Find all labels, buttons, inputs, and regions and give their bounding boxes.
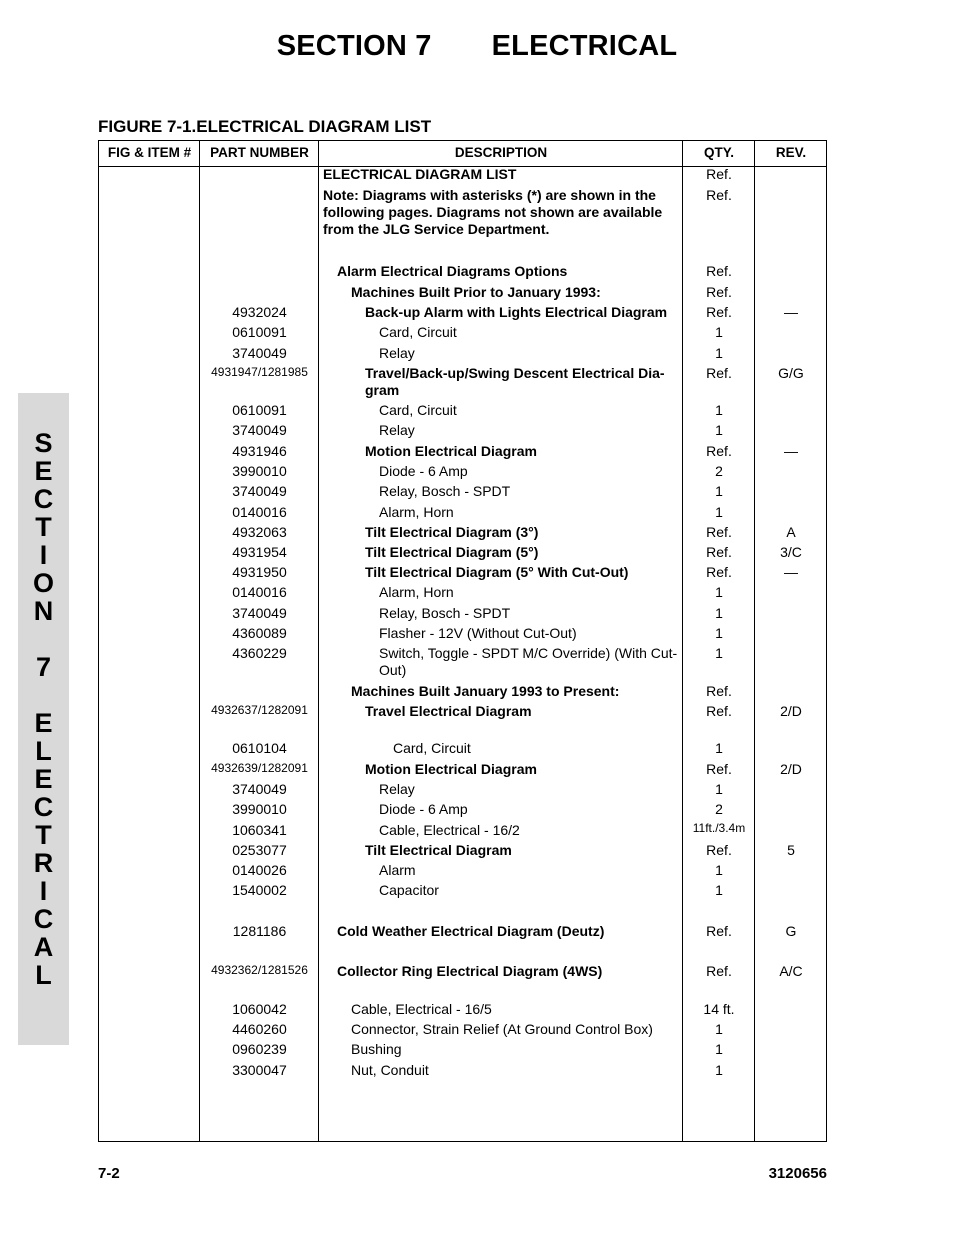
side-tab-letter: C bbox=[33, 904, 54, 934]
description-cell: Alarm, Horn bbox=[379, 584, 454, 600]
side-tab-letter: T bbox=[35, 820, 52, 850]
rev-cell: 2/D bbox=[780, 761, 802, 777]
qty-cell: 14 ft. bbox=[703, 1001, 735, 1017]
description-cell: Travel Electrical Diagram bbox=[365, 703, 532, 719]
qty-cell: Ref. bbox=[706, 284, 732, 300]
rev-cell: — bbox=[784, 564, 798, 580]
part-number-cell: 0960239 bbox=[232, 1041, 287, 1057]
part-number-cell: 4932063 bbox=[232, 524, 287, 540]
description-cell: Card, Circuit bbox=[379, 402, 457, 418]
description-cell: Note: Diagrams with asterisks (*) are shown in the following pages. Diagrams not shown are available from the JLG Service Department. bbox=[323, 187, 663, 237]
side-tab-letter: S bbox=[34, 428, 53, 458]
side-tab-letter: T bbox=[35, 512, 52, 542]
qty-cell: Ref. bbox=[706, 365, 732, 381]
part-number-cell: 0140016 bbox=[232, 504, 287, 520]
qty-cell: Ref. bbox=[706, 166, 732, 182]
side-tab-letter: E bbox=[34, 764, 53, 794]
header-part-number: PART NUMBER bbox=[210, 145, 309, 160]
description-cell: Collector Ring Electrical Diagram (4WS) bbox=[337, 963, 603, 979]
part-number-cell: 4932639/1282091 bbox=[211, 761, 308, 775]
description-cell: Tilt Electrical Diagram (5°) bbox=[365, 544, 539, 560]
side-tab-letter: O bbox=[32, 568, 54, 598]
rev-cell: G/G bbox=[778, 365, 804, 381]
qty-cell: 1 bbox=[715, 483, 723, 499]
rev-cell: 3/C bbox=[780, 544, 802, 560]
part-number-cell: 4932024 bbox=[232, 304, 287, 320]
qty-cell: Ref. bbox=[706, 544, 732, 560]
section-side-tab bbox=[18, 393, 69, 1045]
part-number-cell: 4360229 bbox=[232, 645, 287, 661]
section-title bbox=[0, 30, 954, 63]
rev-cell: A bbox=[786, 524, 796, 540]
part-number-cell: 3740049 bbox=[232, 605, 287, 621]
qty-cell: 1 bbox=[715, 324, 723, 340]
part-number-cell: 3300047 bbox=[232, 1062, 287, 1078]
description-cell: Back-up Alarm with Lights Electrical Diagram bbox=[365, 304, 668, 320]
description-cell: Travel/Back-up/Swing Descent Electrical Dia-gram bbox=[365, 365, 665, 398]
side-tab-letter: N bbox=[33, 596, 54, 626]
qty-cell: Ref. bbox=[706, 703, 732, 719]
header-description: DESCRIPTION bbox=[454, 145, 548, 160]
part-number-cell: 4460260 bbox=[232, 1021, 287, 1037]
part-number-cell: 1281186 bbox=[232, 923, 287, 939]
side-tab-letter: E bbox=[34, 708, 53, 738]
qty-cell: 1 bbox=[715, 584, 723, 600]
part-number-cell: 0610104 bbox=[232, 740, 287, 756]
part-number-cell: 4931946 bbox=[232, 443, 287, 459]
qty-cell: Ref. bbox=[706, 263, 732, 279]
part-number-cell: 4931950 bbox=[232, 564, 287, 580]
parts-table bbox=[98, 140, 827, 1142]
qty-cell: Ref. bbox=[706, 443, 732, 459]
qty-cell: Ref. bbox=[706, 963, 732, 979]
description-cell: Relay, Bosch - SPDT bbox=[379, 483, 511, 499]
qty-cell: Ref. bbox=[706, 564, 732, 580]
qty-cell: 1 bbox=[715, 862, 723, 878]
part-number-cell: 0610091 bbox=[232, 402, 287, 418]
qty-cell: 11ft./3.4m bbox=[692, 821, 746, 835]
part-number-cell: 1540002 bbox=[232, 882, 287, 898]
side-tab-letter: L bbox=[35, 960, 52, 990]
description-cell: Motion Electrical Diagram bbox=[365, 761, 537, 777]
description-cell: Cable, Electrical - 16/2 bbox=[379, 822, 520, 838]
description-cell: Switch, Toggle - SPDT M/C Override) (With Cut-Out) bbox=[379, 645, 678, 678]
description-cell: Machines Built Prior to January 1993: bbox=[351, 284, 601, 300]
qty-cell: 1 bbox=[715, 345, 723, 361]
qty-cell: Ref. bbox=[706, 304, 732, 320]
part-number-cell: 0140026 bbox=[232, 862, 287, 878]
rev-cell: 5 bbox=[787, 842, 795, 858]
part-number-cell: 3740049 bbox=[232, 781, 287, 797]
qty-cell: 1 bbox=[715, 402, 723, 418]
side-tab-letter: L bbox=[35, 736, 52, 766]
part-number-cell: 0610091 bbox=[232, 324, 287, 340]
rev-cell: — bbox=[784, 443, 798, 459]
section-name: ELECTRICAL bbox=[491, 30, 678, 62]
qty-cell: 1 bbox=[715, 740, 723, 756]
description-cell: Tilt Electrical Diagram (5° With Cut-Out) bbox=[365, 564, 629, 580]
part-number-cell: 3740049 bbox=[232, 345, 287, 361]
qty-cell: 1 bbox=[715, 504, 723, 520]
side-tab-letter: R bbox=[33, 848, 54, 878]
part-number-cell: 1060042 bbox=[232, 1001, 287, 1017]
description-cell: Bushing bbox=[351, 1041, 402, 1057]
part-number-cell: 1060341 bbox=[232, 822, 287, 838]
qty-cell: 1 bbox=[715, 1021, 723, 1037]
qty-cell: Ref. bbox=[706, 923, 732, 939]
rev-cell: G bbox=[785, 923, 797, 939]
description-cell: Cable, Electrical - 16/5 bbox=[351, 1001, 492, 1017]
part-number-cell: 3990010 bbox=[232, 801, 287, 817]
qty-cell: 1 bbox=[715, 625, 723, 641]
description-cell: Connector, Strain Relief (At Ground Control Box) bbox=[351, 1021, 653, 1037]
part-number-cell: 0253077 bbox=[232, 842, 287, 858]
qty-cell: Ref. bbox=[706, 761, 732, 777]
page-number: 7-2 bbox=[98, 1165, 120, 1182]
description-cell: Relay, Bosch - SPDT bbox=[379, 605, 511, 621]
qty-cell: 1 bbox=[715, 882, 723, 898]
side-tab-letter bbox=[18, 625, 69, 653]
side-tab-letter: I bbox=[39, 540, 48, 570]
side-tab-letter: 7 bbox=[35, 652, 52, 682]
header-fig-item: FIG & ITEM # bbox=[107, 145, 192, 160]
description-cell: Cold Weather Electrical Diagram (Deutz) bbox=[337, 923, 605, 939]
qty-cell: 1 bbox=[715, 781, 723, 797]
column-divider bbox=[682, 141, 683, 1141]
header-rev: REV. bbox=[775, 145, 807, 160]
part-number-cell: 3740049 bbox=[232, 422, 287, 438]
qty-cell: 1 bbox=[715, 1041, 723, 1057]
description-cell: Diode - 6 Amp bbox=[379, 801, 468, 817]
qty-cell: 1 bbox=[715, 1062, 723, 1078]
header-qty: QTY. bbox=[703, 145, 734, 160]
description-cell: Capacitor bbox=[379, 882, 439, 898]
column-divider bbox=[754, 141, 755, 1141]
description-cell: Tilt Electrical Diagram bbox=[365, 842, 512, 858]
description-cell: Diode - 6 Amp bbox=[379, 463, 468, 479]
qty-cell: 2 bbox=[715, 801, 723, 817]
description-cell: Card, Circuit bbox=[379, 324, 457, 340]
side-tab-letter: A bbox=[33, 932, 54, 962]
part-number-cell: 0140016 bbox=[232, 584, 287, 600]
rev-cell: A/C bbox=[779, 963, 803, 979]
side-tab-letter: C bbox=[33, 484, 54, 514]
side-tab-letter: I bbox=[39, 876, 48, 906]
side-tab-letter bbox=[18, 681, 69, 709]
description-cell: Relay bbox=[379, 781, 415, 797]
qty-cell: Ref. bbox=[706, 683, 732, 699]
part-number-cell: 3740049 bbox=[232, 483, 287, 499]
part-number-cell: 3990010 bbox=[232, 463, 287, 479]
description-cell: Motion Electrical Diagram bbox=[365, 443, 537, 459]
description-cell: ELECTRICAL DIAGRAM LIST bbox=[323, 166, 517, 182]
qty-cell: Ref. bbox=[706, 842, 732, 858]
description-cell: Alarm Electrical Diagrams Options bbox=[337, 263, 568, 279]
side-tab-letter: C bbox=[33, 792, 54, 822]
section-label: SECTION 7 bbox=[276, 30, 432, 62]
qty-cell: 1 bbox=[715, 645, 723, 661]
qty-cell: Ref. bbox=[706, 187, 732, 203]
document-number: 3120656 bbox=[768, 1165, 827, 1182]
description-cell: Relay bbox=[379, 345, 415, 361]
qty-cell: Ref. bbox=[706, 524, 732, 540]
qty-cell: 1 bbox=[715, 605, 723, 621]
description-cell: Nut, Conduit bbox=[351, 1062, 429, 1078]
side-tab-letter: E bbox=[34, 456, 53, 486]
part-number-cell: 4932362/1281526 bbox=[211, 963, 308, 977]
rev-cell: 2/D bbox=[780, 703, 802, 719]
description-cell: Alarm, Horn bbox=[379, 504, 454, 520]
part-number-cell: 4931947/1281985 bbox=[211, 365, 308, 379]
part-number-cell: 4932637/1282091 bbox=[211, 703, 308, 717]
part-number-cell: 4360089 bbox=[232, 625, 287, 641]
description-cell: Tilt Electrical Diagram (3°) bbox=[365, 524, 539, 540]
part-number-cell: 4931954 bbox=[232, 544, 287, 560]
description-cell: Flasher - 12V (Without Cut-Out) bbox=[379, 625, 577, 641]
description-cell: Machines Built January 1993 to Present: bbox=[351, 683, 620, 699]
figure-caption: FIGURE 7-1.ELECTRICAL DIAGRAM LIST bbox=[98, 117, 432, 136]
qty-cell: 2 bbox=[715, 463, 723, 479]
description-cell: Relay bbox=[379, 422, 415, 438]
description-cell: Alarm bbox=[379, 862, 416, 878]
description-cell: Card, Circuit bbox=[393, 740, 471, 756]
qty-cell: 1 bbox=[715, 422, 723, 438]
rev-cell: — bbox=[784, 304, 798, 320]
